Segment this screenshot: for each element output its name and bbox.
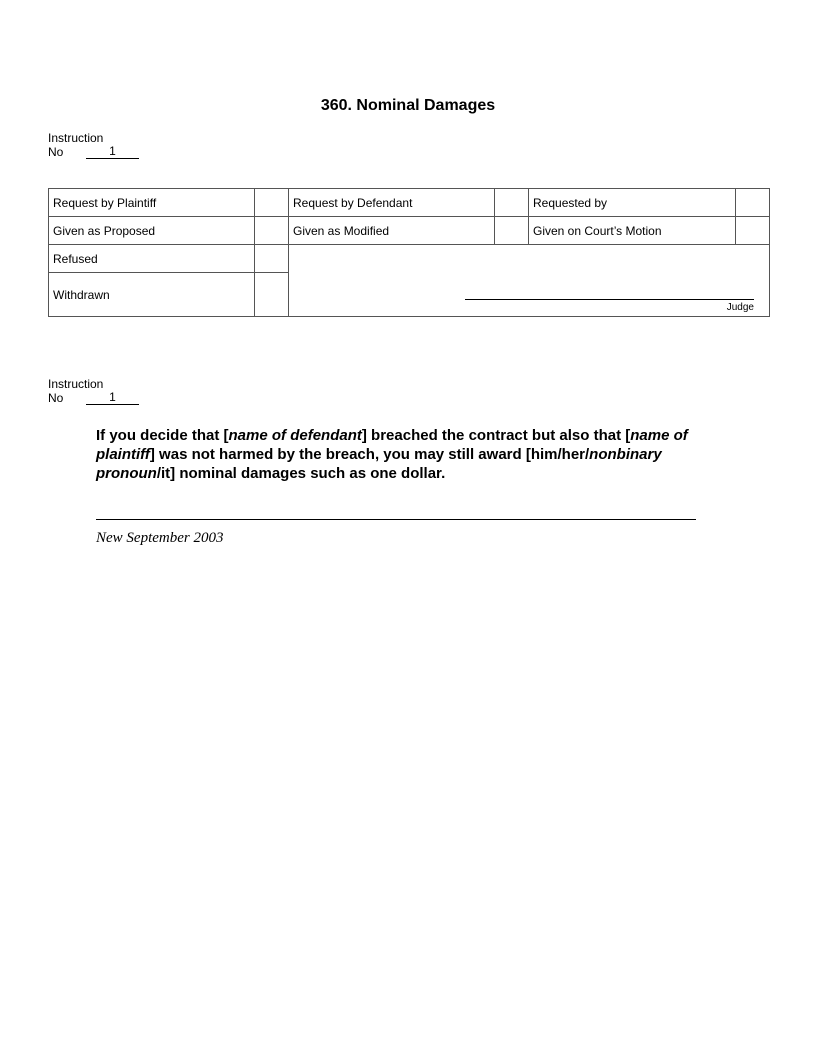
given-as-proposed-label: Given as Proposed bbox=[49, 217, 255, 245]
no-label: No bbox=[48, 145, 64, 159]
requested-by-checkbox[interactable] bbox=[736, 189, 770, 217]
instruction-text-part: If you decide that [ bbox=[96, 427, 229, 444]
page-title: 360. Nominal Damages bbox=[320, 97, 496, 114]
judge-signature-area bbox=[289, 245, 770, 317]
request-by-defendant-checkbox[interactable] bbox=[495, 189, 529, 217]
given-on-courts-motion-label: Given on Court’s Motion bbox=[529, 217, 736, 245]
instruction-label: Instruction bbox=[48, 131, 104, 145]
divider bbox=[96, 519, 696, 520]
revision-note: New September 2003 bbox=[96, 530, 224, 546]
instruction-label: Instruction bbox=[48, 377, 104, 391]
no-label: No bbox=[48, 391, 64, 405]
requested-by-label: Requested by bbox=[529, 189, 736, 217]
withdrawn-checkbox[interactable] bbox=[255, 273, 289, 317]
refused-checkbox[interactable] bbox=[255, 245, 289, 273]
given-as-modified-label: Given as Modified bbox=[289, 217, 495, 245]
instruction-text-part: ] was not harmed by the breach, you may still award [him/her/ bbox=[149, 446, 590, 463]
instruction-text-part: /it] nominal damages such as one dollar. bbox=[156, 465, 446, 482]
request-by-plaintiff-label: Request by Plaintiff bbox=[49, 189, 255, 217]
placeholder-defendant: name of defendant bbox=[228, 427, 362, 444]
given-on-courts-motion-checkbox[interactable] bbox=[736, 217, 770, 245]
instruction-text bbox=[96, 426, 716, 483]
instruction-text-part: ] breached the contract but also that [ bbox=[361, 427, 631, 444]
refused-label: Refused bbox=[49, 245, 255, 273]
instruction-number-block bbox=[48, 131, 139, 159]
given-as-proposed-checkbox[interactable] bbox=[255, 217, 289, 245]
given-as-modified-checkbox[interactable] bbox=[495, 217, 529, 245]
judge-signature-line[interactable] bbox=[465, 299, 754, 300]
withdrawn-label: Withdrawn bbox=[49, 273, 255, 317]
placeholder-pronoun: nonbinary pronoun bbox=[96, 446, 662, 482]
request-table bbox=[48, 188, 770, 317]
judge-label: Judge bbox=[726, 302, 754, 313]
instruction-number-field[interactable]: 1 bbox=[86, 391, 139, 405]
request-by-defendant-label: Request by Defendant bbox=[289, 189, 495, 217]
instruction-number-block-2 bbox=[48, 377, 139, 405]
request-by-plaintiff-checkbox[interactable] bbox=[255, 189, 289, 217]
instruction-number-field[interactable]: 1 bbox=[86, 145, 139, 159]
placeholder-plaintiff: name of plaintiff bbox=[96, 427, 688, 463]
